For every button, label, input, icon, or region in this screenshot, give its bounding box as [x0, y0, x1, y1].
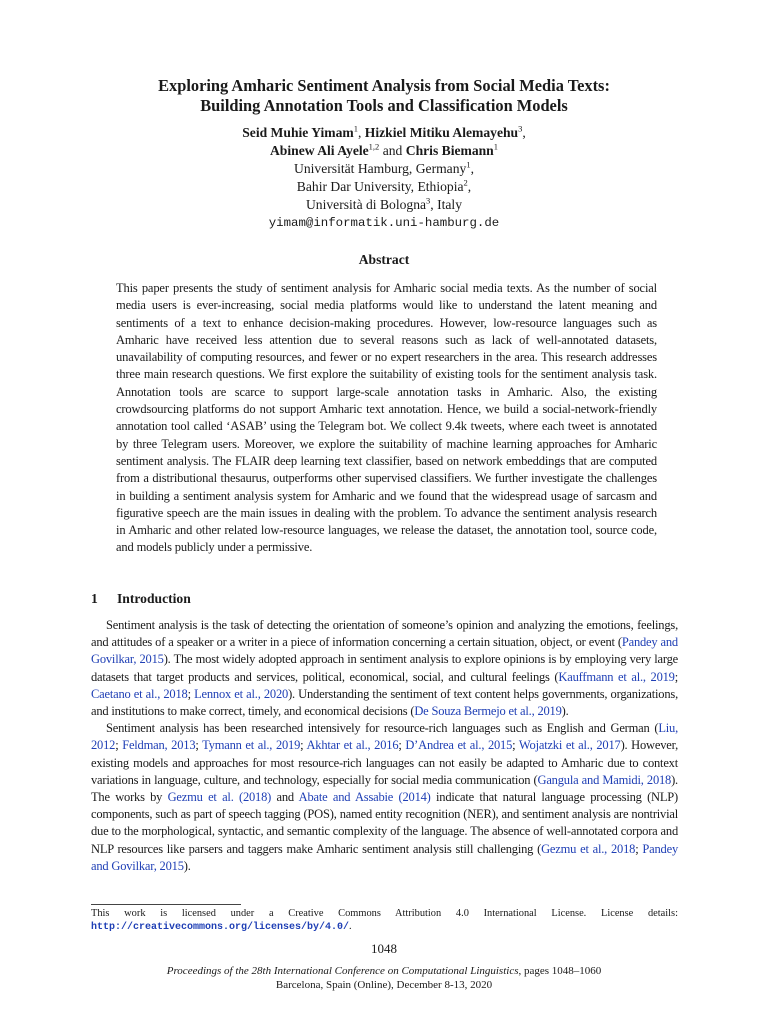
author-conjunction: and — [382, 143, 403, 158]
paragraph-text: and — [271, 790, 299, 805]
separator: ; — [398, 738, 406, 753]
proceedings-footer — [0, 964, 768, 992]
citation-link[interactable]: Liu, 2012 — [91, 721, 678, 753]
abstract-heading: Abstract — [358, 252, 410, 267]
affiliation-text: Università di Bologna — [305, 197, 427, 212]
proceedings-title: Proceedings of the 28th International Conference on Computational Linguistics — [166, 965, 519, 977]
citation-link[interactable]: Akhtar et al., 2016 — [306, 738, 399, 753]
citation-link[interactable]: Caetano et al., 2018 — [91, 686, 188, 701]
paragraph-text: ). However, existing models and approaches for most resource-rich languages can not easily be adapted to Amharic due to context variations in language, culture, and technology, especially for social media communication ( — [91, 738, 678, 787]
paragraph-text: Sentiment analysis is the task of detecting the orientation of someone’s opinion and analyzing the emotions, feelings, and attitudes of a speaker or a writer in a piece of information concerning a certain situation, object, or event ( — [91, 618, 678, 650]
section-heading — [91, 591, 191, 607]
proceedings-pages: , pages 1048–1060 — [518, 965, 602, 977]
abstract-text: This paper presents the study of sentiment analysis for Amharic social media texts. As the number of social media users is ever-increasing, social media platforms would like to understand the latent meaning and sentiments of a text to enhance decision-making procedures. However, low-resource languages such as Amharic have received less attention due to several reasons such as lack of well-annotated datasets, unavailability of computing resources, and fewer or no expert researchers in the area. This research addresses three main research questions. We first explore the suitability of existing tools for the sentiment analysis task. Annotation tools are scarce to support large-scale annotation tasks in Amharic. Also, the existing crowdsourcing platforms do not support Amharic text annotation. Hence, we build a social-network-friendly annotation tool called ‘ASAB’ using the Telegram bot. We collect 9.4k tweets, where each tweet is annotated by three Telegram users. Moreover, we explore the suitability of machine learning approaches for Amharic sentiment analysis. The FLAIR deep learning text classifier, based on network embeddings that are computed from a distributional thesaurus, outperforms other supervised classifiers. We further investigate the challenges in building a sentiment analysis system for Amharic and we found that the widespread usage of sarcasm and figurative speech are the main issues in dealing with the problem. To advance the sentiment analysis research in Amharic and other related low-resource languages, we release the dataset, the annotation tool, source code, and models publicly under a permissive. — [116, 281, 657, 555]
separator: ; — [115, 738, 123, 753]
author-line-2 — [90, 142, 678, 160]
title-line-2: Building Annotation Tools and Classification Models — [200, 96, 568, 115]
citation-link[interactable]: Feldman, 2013 — [122, 738, 196, 753]
affiliation — [90, 196, 678, 214]
citation-link[interactable]: Abate and Assabie (2014) — [298, 790, 431, 805]
author-name: Abinew Ali Ayele — [269, 143, 369, 158]
paragraph-text: ). The works by — [91, 772, 678, 805]
affiliation-mark: 1 — [466, 159, 471, 170]
affiliation: Bahir Dar University, Ethiopia$^2$, — [296, 177, 472, 194]
paragraph-text: indicate that natural language processing (NLP) components, such as part of speech tagging (POS), named entity recognition (NER), and sentiment analysis are nontrivial due to the morphological, syntactic, and semantic complexity of the language. The absence of well-annotated corpora and NLP resources like parsers and taggers make Amharic sentiment analysis still challenging ( — [91, 790, 679, 856]
author-affil-mark: 1 — [353, 123, 358, 134]
section-body — [91, 617, 678, 875]
footnote-rule — [91, 904, 241, 905]
citation-link[interactable]: Kauffmann et al., 2019 — [558, 669, 675, 684]
license-footnote — [91, 907, 678, 935]
separator: ; — [635, 841, 643, 856]
citation-link[interactable]: Gangula and Mamidi, 2018 — [537, 772, 672, 787]
author-affil-mark: 1 — [493, 141, 498, 152]
separator: ; — [187, 686, 195, 701]
citation-link[interactable]: Gezmu et al. (2018) — [167, 790, 272, 805]
paragraph — [91, 617, 678, 720]
author-name: Hizkiel Mitiku Alemayehu — [364, 125, 519, 140]
license-url-link[interactable]: http://creativecommons.org/licenses/by/4.0/ — [91, 922, 350, 934]
author-name: Chris Biemann — [405, 143, 494, 158]
citation-link[interactable]: Pandey and Govilkar, 2015 — [91, 635, 678, 667]
conference-location: Barcelona, Spain (Online), December 8-13, 2020 — [275, 979, 493, 991]
paragraph-text: ). Understanding the sentiment of text content helps governments, organizations, and institutions to make correct, timely, and economical decisions ( — [91, 686, 678, 719]
citation-link[interactable]: Wojatzki et al., 2017 — [518, 738, 621, 753]
citation-link[interactable]: Lennox et al., 2020 — [194, 686, 289, 701]
affiliation-text: Universität Hamburg, Germany — [294, 161, 467, 176]
separator: ; — [512, 738, 519, 753]
affiliation: Universität Hamburg, Germany$^1$, — [294, 159, 474, 176]
paragraph-text: ). The most widely adopted approach in sentiment analysis to explore opinions is by employing very large datasets that target products and services, political, economical, social, and cultural feelings ( — [91, 652, 678, 684]
section-number: 1 — [91, 591, 98, 606]
affiliation-mark: 3 — [426, 195, 431, 206]
citation-link[interactable]: Gezmu et al., 2018 — [541, 841, 636, 856]
title-line-1: Exploring Amharic Sentiment Analysis from Social Media Texts: — [158, 76, 610, 95]
page-number: 1048 — [371, 941, 397, 956]
citation-link[interactable]: Tymann et al., 2019 — [202, 738, 301, 753]
paragraph-text: ). — [183, 858, 191, 873]
footnote-text: This work is licensed under a Creative Commons Attribution 4.0 International License. License details: — [91, 908, 678, 919]
paragraph-text: Sentiment analysis has been researched intensively for resource-rich languages such as English and German ( — [106, 721, 659, 736]
paragraph — [91, 720, 678, 875]
paragraph-text: ). — [561, 704, 569, 719]
contact-email[interactable]: yimam@informatik.uni-hamburg.de — [268, 216, 500, 230]
author-block — [90, 124, 678, 232]
separator: ; — [195, 738, 203, 753]
author-affil-mark: 3 — [518, 123, 523, 134]
separator: ; — [300, 738, 307, 753]
footnote-end: . — [349, 921, 352, 933]
section-title: Introduction — [117, 591, 191, 606]
author-affil-mark: 1,2 — [368, 141, 380, 152]
affiliation-mark: 2 — [463, 177, 468, 188]
citation-link[interactable]: De Souza Bermejo et al., 2019 — [414, 704, 562, 719]
author-line-1: Seid Muhie Yimam$^1$, Hizkiel Mitiku Alemayehu$^3$, — [242, 123, 526, 140]
affiliation-text: Bahir Dar University, Ethiopia — [296, 179, 464, 194]
proceedings-line — [0, 964, 768, 978]
citation-link[interactable]: Pandey and Govilkar, 2015 — [91, 841, 679, 873]
affiliation-suffix: , Italy — [430, 197, 463, 212]
paper-title — [90, 76, 678, 116]
author-name: Seid Muhie Yimam — [242, 125, 354, 140]
separator: ; — [674, 669, 679, 684]
citation-link[interactable]: D’Andrea et al., 2015 — [405, 738, 513, 753]
